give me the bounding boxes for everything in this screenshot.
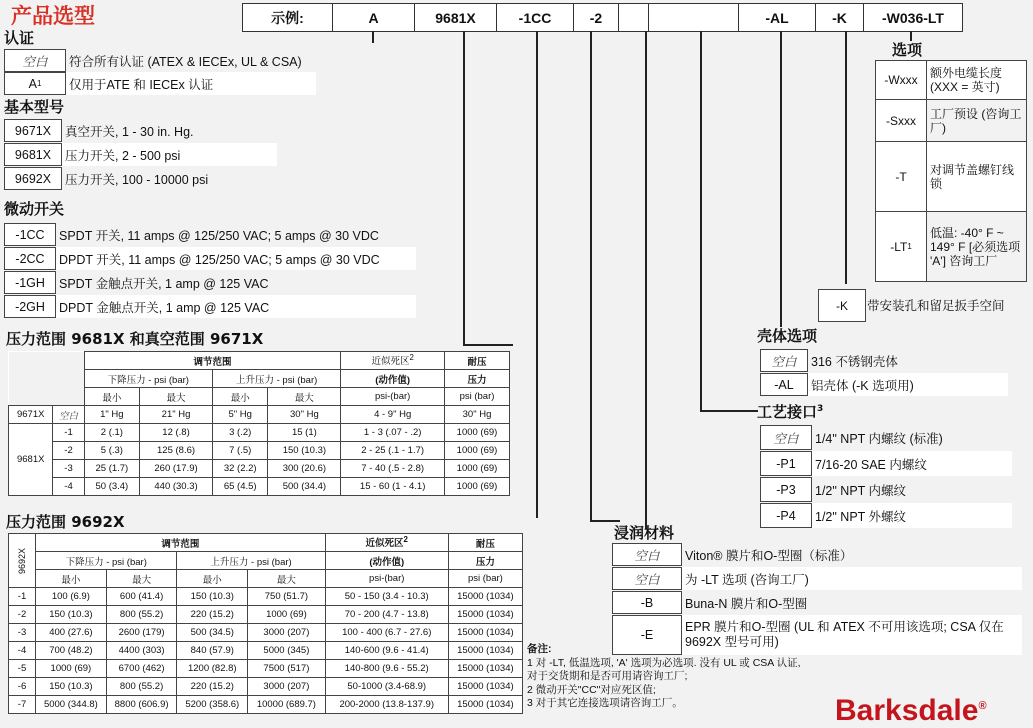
table-cell: 1000 (69) — [444, 478, 509, 496]
table-cell: 9671X — [9, 406, 53, 424]
table-header: 最小 — [36, 570, 107, 588]
base-desc: 压力开关, 100 - 10000 psi — [62, 167, 277, 190]
connector-line — [645, 31, 647, 529]
table-row — [9, 678, 523, 696]
table-cell: 500 (34.5) — [177, 624, 248, 642]
model-seg-port — [649, 4, 739, 31]
table-cell: 220 (15.2) — [177, 678, 248, 696]
registered-mark: ® — [978, 700, 987, 712]
table-cell: 15 - 60 (1 - 4.1) — [341, 478, 445, 496]
connector-line — [700, 31, 702, 412]
option-desc: 额外电缆长度 (XXX = 英寸) — [930, 66, 1003, 94]
footnote-mark: 2 — [409, 353, 414, 363]
table-cell: 150 (10.3) — [36, 606, 107, 624]
table-row — [9, 660, 523, 678]
note-line: 2 微动开关"CC"对应死区值; — [527, 683, 656, 696]
port-code: -P1 — [760, 451, 812, 476]
table-cell: 6700 (462) — [106, 660, 177, 678]
model-seg-cert: A — [333, 4, 415, 31]
port-desc: 1/2" NPT 外螺纹 — [812, 503, 1012, 528]
table-header: psi (bar) — [448, 570, 522, 588]
footnote-mark: 1 — [36, 79, 42, 88]
cert-desc: 符合所有认证 (ATEX & IECEx, UL & CSA) — [66, 49, 316, 72]
table-cell: 3000 (207) — [248, 624, 326, 642]
base-code: 9671X — [4, 119, 62, 142]
table-header: 耐压 — [444, 352, 509, 370]
table-cell: 140-800 (9.6 - 55.2) — [325, 660, 448, 678]
table-header: 调节范围 — [36, 534, 326, 552]
table-cell: 3 (.2) — [212, 424, 267, 442]
table-cell: 4400 (303) — [106, 642, 177, 660]
table-cell: 150 (10.3) — [268, 442, 341, 460]
option-code: -T — [876, 142, 927, 211]
notes — [527, 643, 801, 711]
cert-row — [4, 72, 316, 95]
table-cell: 125 (8.6) — [140, 442, 213, 460]
table-cell: 200-2000 (13.8-137.9) — [325, 696, 448, 714]
table-header: (动作值) — [341, 370, 445, 388]
table-header: 最小 — [212, 388, 267, 406]
base-row — [4, 143, 277, 166]
wetted-code: -B — [612, 591, 682, 614]
table-cell: 7 - 40 (.5 - 2.8) — [341, 460, 445, 478]
option-code: -Wxxx — [876, 61, 927, 99]
table-cell: 空白 — [53, 406, 84, 424]
table-header — [341, 352, 445, 370]
port-desc: 1/2" NPT 内螺纹 — [812, 477, 1012, 502]
housing-row — [760, 373, 1008, 396]
port-code: 空白 — [760, 425, 812, 450]
port-row — [760, 477, 1012, 502]
table-cell: 400 (27.6) — [36, 624, 107, 642]
micro-row — [4, 223, 416, 246]
table-header: psi-(bar) — [341, 388, 445, 406]
footnote-mark: 2 — [403, 535, 408, 545]
k-option-desc: 带安装孔和留足扳手空间 — [867, 299, 1005, 313]
option-code — [876, 212, 927, 281]
table-cell: 220 (15.2) — [177, 606, 248, 624]
cert-code: 空白 — [4, 49, 66, 72]
wetted-row — [612, 543, 1022, 566]
note-line: 3 对于其它连接选项请咨询工厂。 — [527, 697, 683, 709]
table-header: 下降压力 - psi (bar) — [84, 370, 212, 388]
micro-desc: SPDT 开关, 11 amps @ 125/250 VAC; 5 amps @ 30 VDC — [56, 223, 416, 246]
table-header: 上升压力 - psi (bar) — [177, 552, 325, 570]
table-cell: 2600 (179) — [106, 624, 177, 642]
model-seg-wetted — [619, 4, 649, 31]
table-cell: 5000 (345) — [248, 642, 326, 660]
connector-line — [780, 31, 782, 327]
table-cell: 1000 (69) — [36, 660, 107, 678]
port-code: -P4 — [760, 503, 812, 528]
table-row — [9, 606, 523, 624]
port-code: -P3 — [760, 477, 812, 502]
wetted-code: 空白 — [612, 543, 682, 566]
option-desc: 工厂预设 (咨询工厂) — [927, 100, 1026, 141]
table-row — [9, 406, 510, 424]
table-cell: 1000 (69) — [444, 460, 509, 478]
cert-code-text: A — [28, 76, 37, 91]
option-desc: 低温: -40° F ~ 149° F [必须选项 'A'] 咨询工厂 — [927, 212, 1026, 281]
brand-text: Barksdale — [835, 694, 979, 727]
option-row — [875, 142, 1027, 212]
table-cell: 9681X — [9, 424, 53, 496]
table-header: 下降压力 - psi (bar) — [36, 552, 177, 570]
model-seg-k: -K — [816, 4, 864, 31]
connector-line — [463, 344, 513, 346]
table-cell: -1 — [53, 424, 84, 442]
table-header: 最小 — [177, 570, 248, 588]
table-cell: 2 - 25 (.1 - 1.7) — [341, 442, 445, 460]
page-title: 产品选型 — [11, 4, 95, 28]
micro-code: -1GH — [4, 271, 56, 294]
connector-line — [845, 31, 847, 284]
table-cell: 750 (51.7) — [248, 588, 326, 606]
table-header: 最大 — [248, 570, 326, 588]
table-cell: 5" Hg — [212, 406, 267, 424]
table-cell: -4 — [53, 478, 84, 496]
note-line: 1 对 -LT, 低温选项, 'A' 选项为必选项. 没有 UL 或 CSA 认证, — [527, 656, 801, 669]
table-cell: 70 - 200 (4.7 - 13.8) — [325, 606, 448, 624]
housing-code: -AL — [760, 373, 808, 396]
table-cell: 100 - 400 (6.7 - 27.6) — [325, 624, 448, 642]
model-example-strip — [242, 3, 963, 32]
model-seg-range: -2 — [574, 4, 619, 31]
port-title-text: 工艺接口 — [757, 403, 818, 421]
table-cell: 1200 (82.8) — [177, 660, 248, 678]
table-header: psi-(bar) — [325, 570, 448, 588]
connector-line — [700, 410, 758, 412]
table-row — [9, 588, 523, 606]
table-row — [9, 442, 510, 460]
housing-title: 壳体选项 — [757, 327, 818, 345]
micro-code: -2CC — [4, 247, 56, 270]
table-cell: 1000 (69) — [248, 606, 326, 624]
connector-line — [463, 31, 465, 346]
connector-line — [372, 31, 374, 43]
housing-code: 空白 — [760, 349, 808, 372]
micro-row — [4, 247, 416, 270]
wetted-desc: Viton® 膜片和O-型圈（标准） — [682, 543, 1022, 566]
table-cell: 15000 (1034) — [448, 588, 522, 606]
option-row — [875, 100, 1027, 142]
table-cell: -1 — [9, 588, 36, 606]
table-cell: 1000 (69) — [444, 424, 509, 442]
table-header: 上升压力 - psi (bar) — [212, 370, 340, 388]
model-seg-label: 示例: — [243, 4, 333, 31]
port-row — [760, 503, 1012, 528]
table-cell: 2 (.1) — [84, 424, 139, 442]
cert-title: 认证 — [4, 29, 35, 47]
table-cell: 15000 (1034) — [448, 696, 522, 714]
range2-title: 压力范围 9692X — [6, 513, 125, 531]
table-cell: -2 — [53, 442, 84, 460]
table-cell: 500 (34.4) — [268, 478, 341, 496]
table-cell: 5200 (358.6) — [177, 696, 248, 714]
table-header: (动作值) — [325, 552, 448, 570]
table-cell: 21" Hg — [140, 406, 213, 424]
wetted-desc: 为 -LT 选项 (咨询工厂) — [682, 567, 1022, 590]
table-cell: 65 (4.5) — [212, 478, 267, 496]
option-code-text: -LT — [890, 239, 908, 254]
table-cell: 260 (17.9) — [140, 460, 213, 478]
model-seg-options: -W036-LT — [882, 9, 944, 26]
table-cell: 700 (48.2) — [36, 642, 107, 660]
table-header — [325, 534, 448, 552]
table-cell: -5 — [9, 660, 36, 678]
table-cell: 5 (.3) — [84, 442, 139, 460]
port-title — [757, 401, 823, 422]
side-label-text: 9692X — [17, 547, 28, 574]
table-header: 压力 — [448, 552, 522, 570]
cert-code — [4, 72, 66, 95]
wetted-row — [612, 591, 1022, 614]
table-cell: 15000 (1034) — [448, 660, 522, 678]
table-cell: 50-1000 (3.4-68.9) — [325, 678, 448, 696]
model-seg-micro: -1CC — [497, 4, 574, 31]
spacer-cell — [9, 388, 85, 406]
table-row — [9, 624, 523, 642]
table-header: psi (bar) — [444, 388, 509, 406]
table-header: 最小 — [84, 388, 139, 406]
micro-code: -2GH — [4, 295, 56, 318]
table-row — [9, 642, 523, 660]
base-row — [4, 119, 277, 142]
table-cell: -3 — [53, 460, 84, 478]
wetted-title: 浸润材料 — [614, 524, 675, 542]
table-cell: 15000 (1034) — [448, 624, 522, 642]
footnote-mark: 1 — [907, 242, 912, 251]
k-option-code: -K — [818, 289, 866, 322]
table-cell: 32 (2.2) — [212, 460, 267, 478]
cert-desc: 仅用于ATE 和 IECEx 认证 — [66, 72, 316, 95]
micro-code: -1CC — [4, 223, 56, 246]
base-title: 基本型号 — [4, 98, 65, 116]
header-text: 近似死区 — [371, 356, 410, 368]
micro-desc: SPDT 金触点开关, 1 amp @ 125 VAC — [56, 271, 416, 294]
spacer-cell — [9, 370, 85, 388]
option-row — [875, 60, 1027, 100]
table-cell: 15000 (1034) — [448, 642, 522, 660]
port-desc: 7/16-20 SAE 内螺纹 — [812, 451, 1012, 476]
base-row — [4, 167, 277, 190]
table-cell: -6 — [9, 678, 36, 696]
table-cell: 25 (1.7) — [84, 460, 139, 478]
table-cell: 15000 (1034) — [448, 606, 522, 624]
table-cell: 3000 (207) — [248, 678, 326, 696]
connector-line — [536, 31, 538, 518]
table-cell: 840 (57.9) — [177, 642, 248, 660]
table-header: 调节范围 — [84, 352, 341, 370]
table-cell: 30" Hg — [268, 406, 341, 424]
table-row — [9, 424, 510, 442]
table-cell: 150 (10.3) — [177, 588, 248, 606]
table-cell: 50 - 150 (3.4 - 10.3) — [325, 588, 448, 606]
range1-title: 压力范围 9681X 和真空范围 9671X — [6, 330, 264, 348]
table-row — [9, 478, 510, 496]
table-header: 最大 — [268, 388, 341, 406]
table-cell: -4 — [9, 642, 36, 660]
footnote-mark: 3 — [817, 404, 824, 414]
table-cell: 1 - 3 (.07 - .2) — [341, 424, 445, 442]
table-header: 压力 — [444, 370, 509, 388]
option-code: -Sxxx — [876, 100, 927, 141]
table-cell: 300 (20.6) — [268, 460, 341, 478]
wetted-desc: Buna-N 膜片和O-型圈 — [682, 591, 1022, 614]
table-cell: 100 (6.9) — [36, 588, 107, 606]
model-seg-base: 9681X — [415, 4, 497, 31]
table-cell: 1" Hg — [84, 406, 139, 424]
housing-desc: 316 不锈钢壳体 — [808, 349, 1008, 372]
table-cell: -3 — [9, 624, 36, 642]
range1-table — [8, 351, 510, 496]
table-cell: 7 (.5) — [212, 442, 267, 460]
brand-logo — [835, 694, 987, 728]
table-header: 最大 — [106, 570, 177, 588]
table-cell: 30" Hg — [444, 406, 509, 424]
table-cell: 440 (30.3) — [140, 478, 213, 496]
wetted-code: 空白 — [612, 567, 682, 590]
port-row — [760, 451, 1012, 476]
table-cell: -2 — [9, 606, 36, 624]
table-cell: 600 (41.4) — [106, 588, 177, 606]
base-code: 9681X — [4, 143, 62, 166]
base-desc: 真空开关, 1 - 30 in. Hg. — [62, 119, 277, 142]
table-cell: 10000 (689.7) — [248, 696, 326, 714]
table-cell: 7500 (517) — [248, 660, 326, 678]
table-cell: 140-600 (9.6 - 41.4) — [325, 642, 448, 660]
table-row — [9, 460, 510, 478]
option-row — [875, 212, 1027, 282]
connector-line — [590, 31, 592, 522]
base-desc: 压力开关, 2 - 500 psi — [62, 143, 277, 166]
table-cell: 5000 (344.8) — [36, 696, 107, 714]
port-desc: 1/4" NPT 内螺纹 (标准) — [812, 425, 1012, 450]
table-cell: 800 (55.2) — [106, 678, 177, 696]
table-cell: 50 (3.4) — [84, 478, 139, 496]
wetted-desc: EPR 膜片和O-型圈 (UL 和 ATEX 不可用该选项; CSA 仅在9692X 型号可用) — [682, 615, 1022, 655]
cert-row — [4, 49, 316, 72]
micro-desc: DPDT 开关, 11 amps @ 125/250 VAC; 5 amps @ 30 VDC — [56, 247, 416, 270]
table-cell: 1000 (69) — [444, 442, 509, 460]
table-cell: 15 (1) — [268, 424, 341, 442]
header-text: 近似死区 — [365, 538, 404, 550]
note-line: 对于交货期和是否可用请咨询工厂; — [527, 670, 688, 682]
options-title: 选项 — [892, 41, 923, 59]
table-cell: 150 (10.3) — [36, 678, 107, 696]
table-cell: -7 — [9, 696, 36, 714]
wetted-code: -E — [612, 615, 682, 655]
table-cell: 8800 (606.9) — [106, 696, 177, 714]
micro-title: 微动开关 — [4, 200, 65, 218]
model-seg-housing: -AL — [739, 4, 816, 31]
table-row — [9, 696, 523, 714]
micro-desc: DPDT 金触点开关, 1 amp @ 125 VAC — [56, 295, 416, 318]
housing-row — [760, 349, 1008, 372]
table-cell: 12 (.8) — [140, 424, 213, 442]
table-header: 最大 — [140, 388, 213, 406]
table-side-label — [9, 534, 36, 588]
table-cell: 4 - 9" Hg — [341, 406, 445, 424]
table-header: 耐压 — [448, 534, 522, 552]
table-cell: 15000 (1034) — [448, 678, 522, 696]
micro-row — [4, 271, 416, 294]
port-row — [760, 425, 1012, 450]
range2-table — [8, 533, 523, 714]
option-desc: 对调节盖螺钉线锁 — [930, 162, 1015, 191]
base-code: 9692X — [4, 167, 62, 190]
table-cell: 800 (55.2) — [106, 606, 177, 624]
spacer-cell — [9, 352, 85, 370]
housing-desc: 铝壳体 (-K 选项用) — [808, 373, 1008, 396]
notes-title: 备注: — [527, 643, 552, 655]
micro-row — [4, 295, 416, 318]
wetted-row — [612, 567, 1022, 590]
